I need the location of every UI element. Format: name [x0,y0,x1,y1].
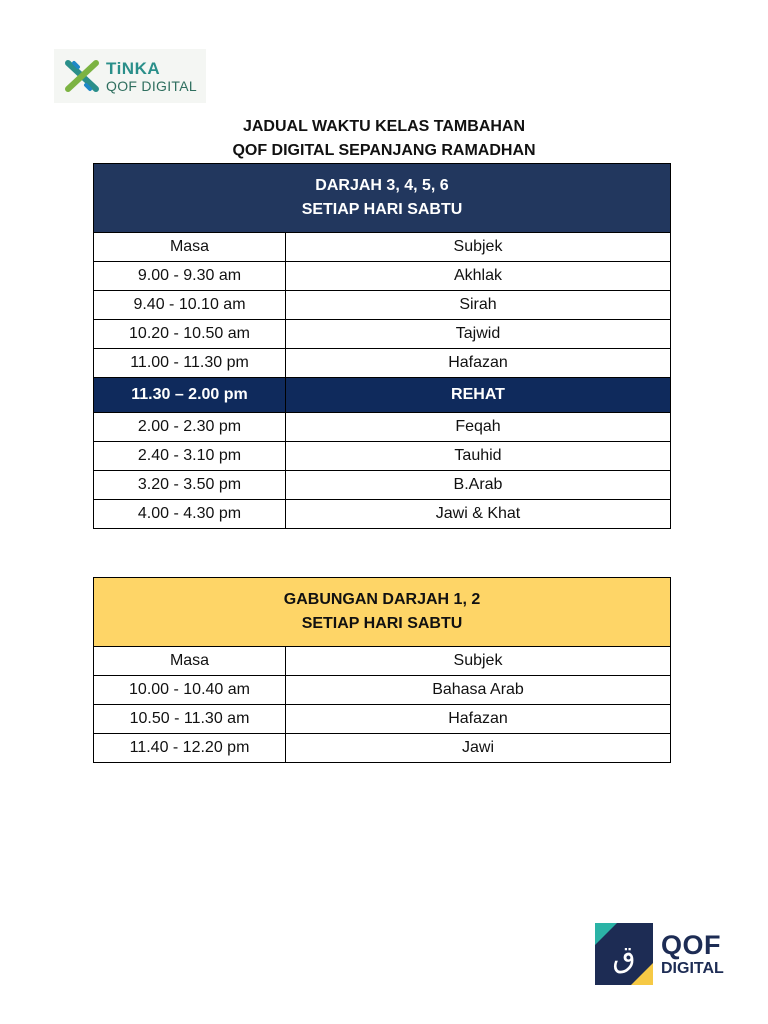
tinka-x-icon [64,59,100,93]
table-row [94,705,670,734]
schedule-header-line1: GABUNGAN DARJAH 1, 2 [283,591,481,608]
tinka-logo-line1: TiNKA [106,58,161,78]
table-row [94,349,670,378]
subject-cell: Feqah [455,418,501,435]
break-row [94,378,670,413]
schedule-header [94,164,670,233]
schedule-header-line2: SETIAP HARI SABTU [301,201,463,218]
subject-cell: Tauhid [454,447,502,464]
subject-cell: Hafazan [448,354,508,371]
schedule-header-line1: DARJAH 3, 4, 5, 6 [315,177,449,194]
tinka-logo-line2: QOF DIGITAL [106,77,197,94]
qof-glyph-text: ق [612,940,636,975]
column-header-subjek: Subjek [453,652,503,669]
table-row [94,500,670,528]
time-cell: 10.50 - 11.30 am [94,705,286,733]
column-header-masa: Masa [94,233,286,261]
schedule-table-darjah-3-6 [93,163,671,529]
tinka-logo [54,49,206,103]
time-cell: 2.40 - 3.10 pm [94,442,286,470]
column-header-row [94,647,670,676]
column-header-row [94,233,670,262]
schedule-header-line2: SETIAP HARI SABTU [301,615,463,632]
subject-cell: Hafazan [448,710,508,727]
time-cell: 4.00 - 4.30 pm [94,500,286,528]
table-row [94,413,670,442]
subject-cell: Jawi [461,739,494,756]
qof-logo-line2: DIGITAL [661,959,724,977]
time-cell: 11.40 - 12.20 pm [94,734,286,762]
time-cell: 2.00 - 2.30 pm [94,413,286,441]
subject-cell: REHAT [451,386,505,403]
time-cell: 9.00 - 9.30 am [94,262,286,290]
page-title-line2: QOF DIGITAL SEPANJANG RAMADHAN [232,142,536,159]
subject-cell: Tajwid [455,325,501,342]
subject-cell: Bahasa Arab [432,681,524,698]
table-row [94,442,670,471]
time-cell: 10.20 - 10.50 am [94,320,286,348]
time-cell: 3.20 - 3.50 pm [94,471,286,499]
page-title-line1: JADUAL WAKTU KELAS TAMBAHAN [242,118,526,135]
table-row [94,320,670,349]
column-header-subjek: Subjek [453,238,503,255]
qof-glyph-icon [595,923,653,985]
schedule-header [94,578,670,647]
time-cell: 10.00 - 10.40 am [94,676,286,704]
table-row [94,471,670,500]
column-header-masa: Masa [94,647,286,675]
subject-cell: Sirah [459,296,497,313]
qof-logo-line1: QOF [661,929,721,960]
table-row [94,291,670,320]
time-cell: 11.30 – 2.00 pm [94,378,286,412]
table-row [94,676,670,705]
schedule-table-darjah-1-2 [93,577,671,763]
subject-cell: B.Arab [453,476,503,493]
time-cell: 9.40 - 10.10 am [94,291,286,319]
time-cell: 11.00 - 11.30 pm [94,349,286,377]
table-row [94,734,670,762]
subject-cell: Akhlak [453,267,503,284]
table-row [94,262,670,291]
qof-digital-logo [595,923,730,985]
subject-cell: Jawi & Khat [435,505,521,522]
